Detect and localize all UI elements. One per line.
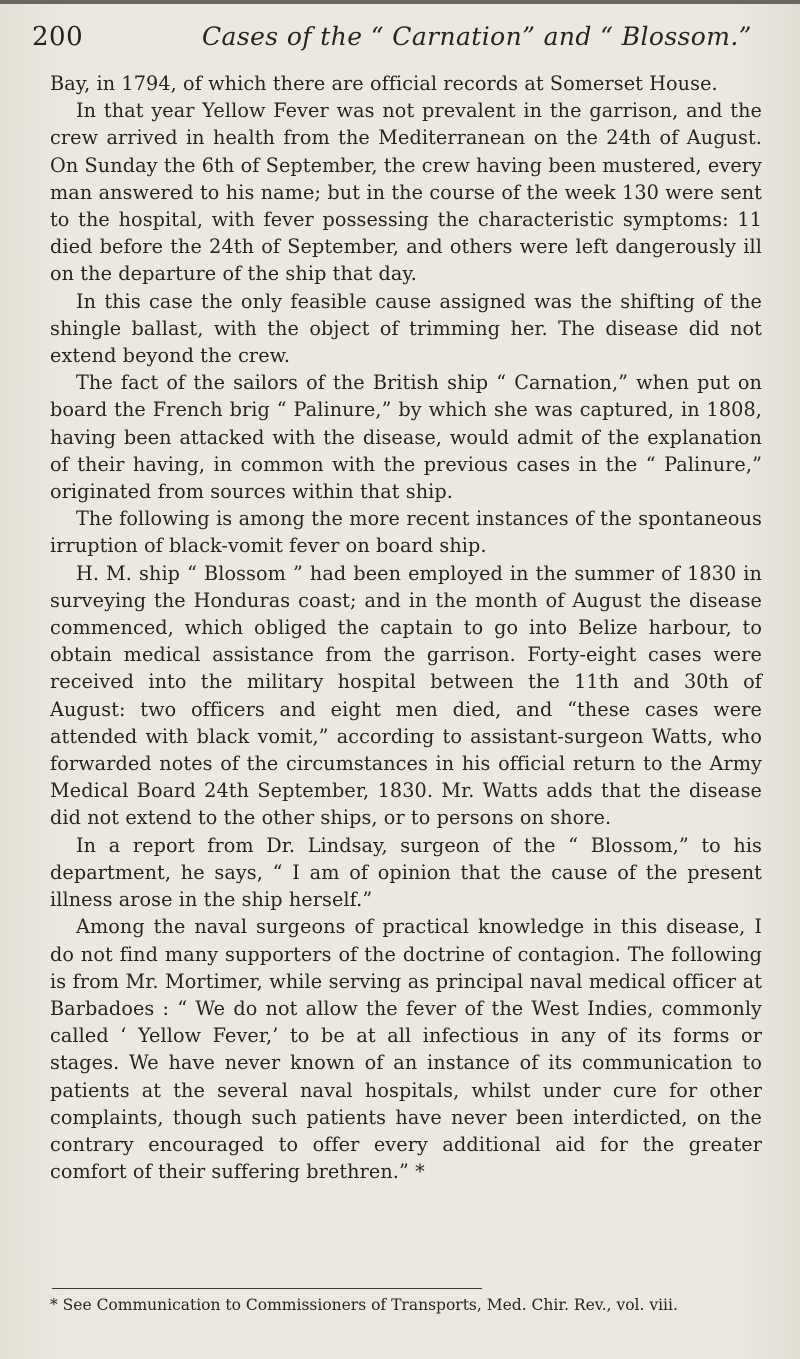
footnote: * See Communication to Commissioners of Transports, Med. Chir. Rev., vol. viii. bbox=[50, 1296, 678, 1314]
running-head: Cases of the “ Carnation” and “ Blossom.” bbox=[202, 22, 752, 51]
page-number: 200 bbox=[32, 22, 84, 52]
paragraph: In this case the only feasible cause assigned was the shifting of the shingle ballast, with the object of trimming her. The disease did not extend beyond the crew. bbox=[50, 289, 762, 368]
paragraph: In that year Yellow Fever was not prevalent in the garrison, and the crew arrived in health from the Mediterranean on the 24th of August. On Sunday the 6th of September, the crew having been mustered, every man answered to his name; but in the course of the week 130 were sent to the hospital, with fever possessing the characteristic symptoms: 11 died before the 24th of September, and others were left dangerously ill on the departure of the ship that day. bbox=[50, 99, 762, 286]
paragraph: The fact of the sailors of the British ship “ Carnation,” when put on board the French brig “ Palinure,” by which she was captured, in 1808, having been attacked with the disease, would admit of the explanation of their having, in common with the previous cases in the “ Palinure,” originated from sources within that ship. bbox=[50, 371, 762, 504]
paragraph: In a report from Dr. Lindsay, surgeon of the “ Blossom,” to his department, he says, “ I am of opinion that the cause of the present illness arose in the ship herself.” bbox=[50, 833, 762, 912]
paragraph: The following is among the more recent instances of the spontaneous irruption of black-vomit fever on board ship. bbox=[50, 507, 762, 558]
paragraph: H. M. ship “ Blossom ” had been employed in the summer of 1830 in surveying the Honduras coast; and in the month of August the disease commenced, which obliged the captain to go into Belize harbour, to obtain medical assistance from the garrison. Forty-eight cases were received into the military hospital between the 11th and 30th of August: two officers and eight men died, and “these cases were attended with black vomit,” according to assistant-surgeon Watts, who forwarded notes of the circumstances in his official return to the Army Medical Board 24th September, 1830. Mr. Watts adds that the disease did not extend to the other ships, or to persons on shore. bbox=[50, 561, 762, 830]
footnote-divider bbox=[52, 1288, 482, 1289]
paragraph: Bay, in 1794, of which there are official records at Somerset House. bbox=[50, 72, 718, 95]
top-edge-rule bbox=[0, 0, 800, 4]
page-header bbox=[32, 22, 762, 62]
body-text bbox=[50, 70, 762, 1185]
paragraph: Among the naval surgeons of practical knowledge in this disease, I do not find many supporters of the doctrine of contagion. The following is from Mr. Mortimer, while serving as principal naval medical officer at Barbadoes : “ We do not allow the fever of the West Indies, commonly called ‘ Yellow Fever,’ to be at all infectious in any of its forms or stages. We have never known of an instance of its communication to patients at the several naval hospitals, whilst under cure for other complaints, though such patients have never been interdicted, on the contrary encouraged to offer every additional aid for the greater comfort of their suffering brethren.” * bbox=[50, 915, 762, 1184]
